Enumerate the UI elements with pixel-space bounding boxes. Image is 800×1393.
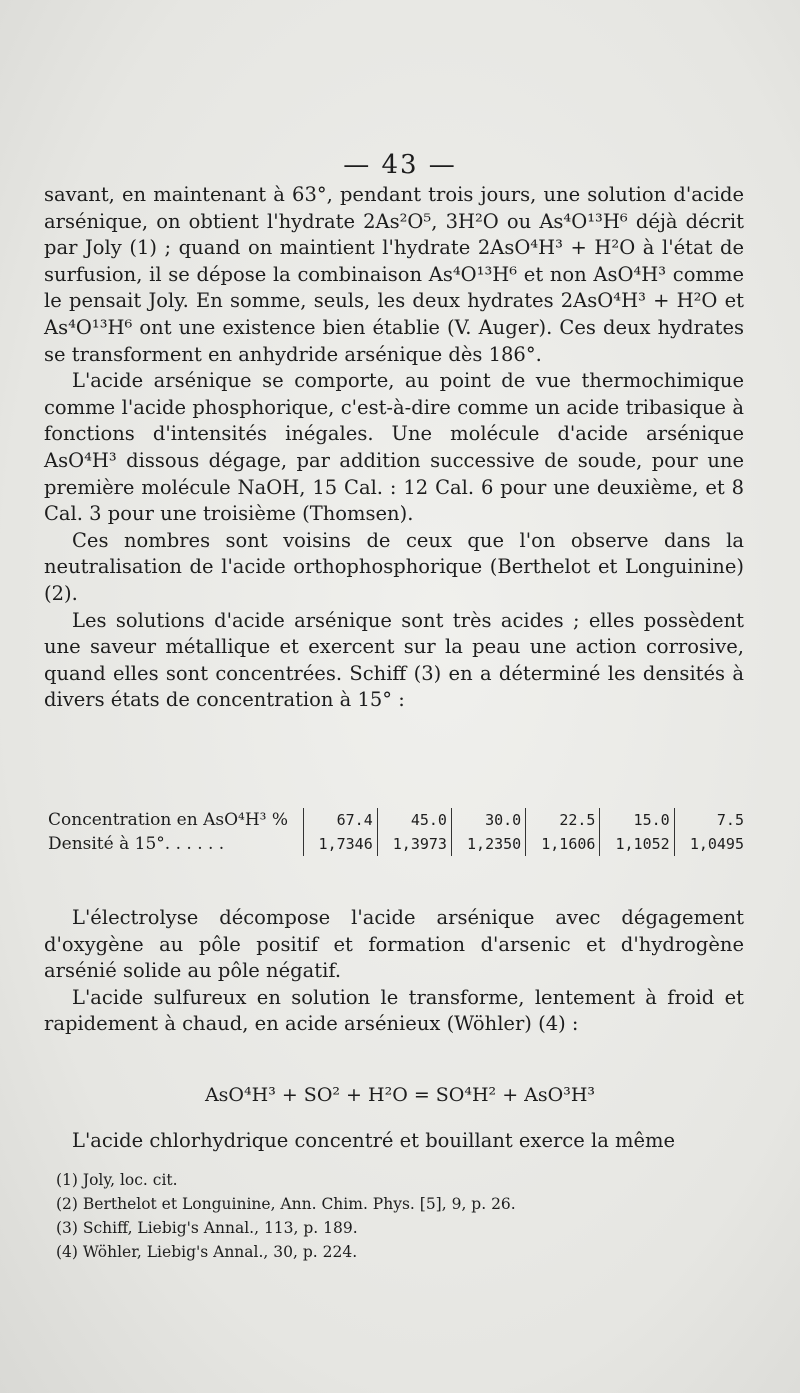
paragraph-neutralisation: Ces nombres sont voisins de ceux que l'on observe dans la neutralisation de l'acide orthophosphorique (Berthelot et Longuinine) (2). (44, 528, 744, 605)
final-text (44, 1128, 744, 1155)
concentration-value: 67.4 (303, 808, 377, 832)
concentration-value: 45.0 (377, 808, 451, 832)
density-value: 1,2350 (451, 832, 525, 856)
paragraph-solutions: Les solutions d'acide arsénique sont très acides ; elles possèdent une saveur métallique et exercent sur la peau une action corrosive, quand elles sont concentrées. Schiff (3) en a déterminé les densités à divers états de concentration à 15° : (44, 608, 744, 712)
footnotes (56, 1168, 716, 1264)
concentration-label: Concentration en AsO⁴H³ % (48, 810, 289, 830)
footnote-1: (1) Joly, loc. cit. (56, 1171, 178, 1189)
table-row (44, 808, 748, 832)
concentration-value: 30.0 (451, 808, 525, 832)
table-row (44, 832, 748, 856)
paragraph-hydrochloric: L'acide chlorhydrique concentré et bouillant exerce la même (72, 1129, 676, 1152)
density-value: 1,0495 (674, 832, 748, 856)
density-label: Densité à 15°. . . . . . (48, 834, 225, 854)
density-value: 1,1052 (600, 832, 674, 856)
density-value: 1,3973 (377, 832, 451, 856)
paragraph-hydrates: savant, en maintenant à 63°, pendant trois jours, une solution d'acide arsénique, on obtient l'hydrate 2As²O⁵, 3H²O ou As⁴O¹³H⁶ déjà décrit par Joly (1) ; quand on maintient l'hydrate 2AsO⁴H³ + H²O à l'état de surfusion, il se dépose la combinaison As⁴O¹³H⁶ et non AsO⁴H³ comme le pensait Joly. En somme, seuls, les deux hydrates 2AsO⁴H³ + H²O et As⁴O¹³H⁶ ont une existence bien établie (V. Auger). Ces deux hydrates se transforment en anhydride arsénique dès 186°. (44, 183, 744, 366)
density-table (44, 808, 748, 856)
page-number: — 43 — (343, 150, 457, 180)
electrolysis-text (44, 905, 744, 1038)
concentration-value: 7.5 (674, 808, 748, 832)
footnote-2: (2) Berthelot et Longuinine, Ann. Chim. Phys. [5], 9, p. 26. (56, 1195, 516, 1213)
footnote-3: (3) Schiff, Liebig's Annal., 113, p. 189. (56, 1219, 358, 1237)
footnote-4: (4) Wöhler, Liebig's Annal., 30, p. 224. (56, 1243, 358, 1261)
density-value: 1,7346 (303, 832, 377, 856)
concentration-value: 22.5 (526, 808, 600, 832)
chemical-equation: AsO⁴H³ + SO² + H²O = SO⁴H² + AsO³H³ (204, 1084, 596, 1106)
paragraph-sulfurous: L'acide sulfureux en solution le transforme, lentement à froid et rapidement à chaud, en acide arsénieux (Wöhler) (4) : (44, 985, 744, 1036)
paragraph-electrolysis: L'électrolyse décompose l'acide arsénique avec dégagement d'oxygène au pôle positif et formation d'arsenic et d'hydrogène arsénié solide au pôle négatif. (44, 906, 744, 983)
concentration-value: 15.0 (600, 808, 674, 832)
density-value: 1,1606 (526, 832, 600, 856)
paragraph-thermochemistry: L'acide arsénique se comporte, au point de vue thermochimique comme l'acide phosphorique, c'est-à-dire comme un acide tribasique à fonctions d'intensités inégales. Une molécule d'acide arsénique AsO⁴H³ dissous dégage, par addition successive de soude, pour une première molécule NaOH, 15 Cal. : 12 Cal. 6 pour une deuxième, et 8 Cal. 3 pour une troisième (Thomsen). (44, 369, 744, 526)
main-text (44, 182, 744, 714)
